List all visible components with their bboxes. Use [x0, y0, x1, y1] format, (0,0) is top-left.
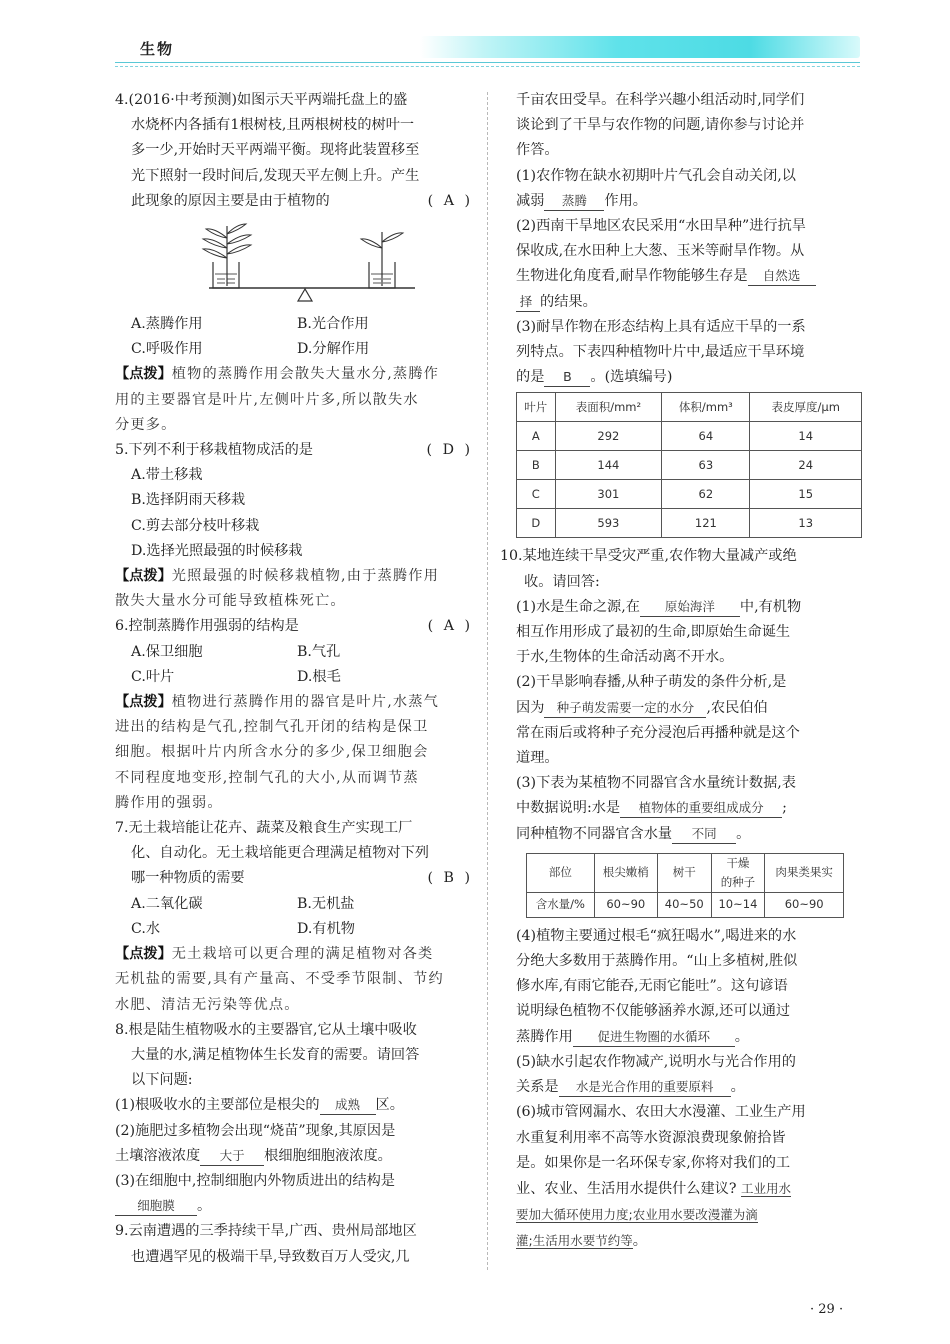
- hint-label: 【点拨】: [115, 694, 172, 711]
- hint-text: 光照最强的时候移栽植物,由于蒸腾作用: [171, 568, 440, 585]
- question-5: [115, 438, 473, 614]
- q9-answer-2a: 自然选: [748, 267, 816, 286]
- q8-answer-3: 细胞膜: [115, 1197, 197, 1216]
- q8-text: (1)根吸收水的主要部位是根尖的: [115, 1097, 320, 1114]
- q4-line: [115, 189, 473, 214]
- table-cell: 301: [555, 480, 662, 509]
- subject-title: 生物: [140, 40, 175, 58]
- question-9-start: [115, 1219, 473, 1269]
- q10-sub5: [500, 1075, 860, 1100]
- table-header: 表面积/mm²: [555, 393, 662, 422]
- table-cell: 40~50: [657, 892, 711, 917]
- table-row: [517, 451, 862, 480]
- q9-line: 作答。: [516, 142, 559, 159]
- q7-hint: 水肥、清洁无污染等优点。: [115, 996, 300, 1013]
- table-cell: 含水量/%: [527, 892, 595, 917]
- q6-stem: [115, 614, 473, 639]
- table-header-row: [517, 393, 862, 422]
- hint-text: 植物的蒸腾作用会散失大量水分,蒸腾作: [171, 366, 440, 383]
- water-content-table: [526, 853, 844, 918]
- q4-line: 光下照射一段时间后,发现天平左侧上升。产生: [131, 167, 420, 184]
- q9-sub3: 列特点。下表四种植物叶片中,最适应干旱环境: [516, 344, 805, 361]
- q9-text: 的结果。: [540, 293, 597, 310]
- q10-sub6: [500, 1176, 860, 1202]
- table-cell: 60~90: [594, 892, 657, 917]
- q10-answer-6c: 灌;生活用水要节约等: [516, 1233, 633, 1249]
- q4-number: 4.: [115, 92, 129, 108]
- q10-text: 。: [736, 825, 751, 842]
- q6-text: 6.控制蒸腾作用强弱的结构是: [115, 618, 299, 635]
- table-row: [517, 422, 862, 451]
- table-header: 树干: [657, 853, 711, 892]
- q10-sub3: [500, 822, 860, 847]
- q10-text: (1)水是生命之源,在: [516, 598, 640, 615]
- q4-option-c: C.呼吸作用: [131, 341, 203, 358]
- q8-sub3: [115, 1194, 473, 1219]
- hint-label: 【点拨】: [115, 946, 172, 963]
- q5-answer: ( D ): [426, 442, 473, 459]
- q9-line: 谈论到了干旱与农作物的问题,请你参与讨论并: [516, 117, 805, 134]
- right-column: [500, 88, 860, 1255]
- header-band: [420, 36, 860, 58]
- q10-text: ;: [782, 800, 787, 817]
- q6-option-c: C.叶片: [131, 668, 175, 685]
- table-header-part: 干燥: [726, 855, 750, 870]
- q8-line: 大量的水,满足植物体生长发育的需要。请回答: [131, 1046, 420, 1063]
- table-header-part: 的种子: [720, 874, 756, 889]
- column-divider: [487, 92, 488, 1270]
- q6-option-d: D.根毛: [297, 668, 341, 685]
- table-cell: 121: [662, 509, 750, 538]
- q7-line: [115, 866, 473, 891]
- table-header: 肉果类果实: [765, 853, 844, 892]
- q4-text: 此现象的原因主要是由于植物的: [131, 192, 330, 209]
- q4-answer: ( A ): [427, 192, 473, 209]
- q6-hint: 腾作用的强弱。: [115, 794, 223, 811]
- q7-hint: 无机盐的需要,具有产量高、不受季节限制、节约: [115, 971, 444, 988]
- table-cell: D: [517, 509, 556, 538]
- balance-figure: [115, 218, 473, 304]
- q8-text: 根细胞细胞液浓度。: [264, 1147, 392, 1164]
- q10-sub2: 常在雨后或将种子充分浸泡后再播种就是这个: [516, 724, 800, 741]
- q4-option-b: B.光合作用: [297, 316, 369, 333]
- q10-sub1: 于水,生物体的生命活动离不开水。: [516, 649, 734, 666]
- q4-line: 水烧杯内各插有1根树枝,且两根树枝的树叶一: [131, 117, 415, 134]
- table-row: [517, 480, 862, 509]
- q5-option-d: D.选择光照最强的时候移栽: [131, 542, 303, 559]
- balance-diagram: [115, 218, 473, 304]
- q10-sub4: [500, 1025, 860, 1050]
- table-cell: 15: [750, 480, 862, 509]
- table-cell: 593: [555, 509, 662, 538]
- table-cell: 14: [750, 422, 862, 451]
- q10-answer-2: 种子萌发需要一定的水分: [544, 699, 706, 718]
- table-row: [517, 509, 862, 538]
- table-cell: 62: [662, 480, 750, 509]
- header-rule-dashed: [115, 66, 860, 67]
- table-row: [527, 892, 844, 917]
- q8-sub2: (2)施肥过多植物会出现“烧苗”现象,其原因是: [115, 1122, 396, 1139]
- q6-answer: ( A ): [427, 618, 473, 635]
- q6-option-a: A.保卫细胞: [131, 643, 203, 660]
- q10-sub2: 道理。: [516, 750, 559, 767]
- q8-text: 区。: [375, 1097, 404, 1114]
- q4-line: [115, 88, 473, 113]
- q9-text: 的是: [516, 369, 545, 386]
- leaf-table: [516, 392, 862, 538]
- q7-option-a: A.二氧化碳: [131, 895, 203, 912]
- q9-line: 也遭遇罕见的极端干旱,导致数百万人受灾,几: [131, 1248, 410, 1265]
- q6-option-b: B.气孔: [297, 643, 341, 660]
- q8-sub3: (3)在细胞中,控制细胞内外物质进出的结构是: [115, 1172, 395, 1189]
- q4-options-row: [115, 337, 473, 362]
- q7-option-b: B.无机盐: [297, 895, 355, 912]
- table-header: 根尖嫩梢: [594, 853, 657, 892]
- q6-hint: [115, 690, 473, 715]
- table-cell: 292: [555, 422, 662, 451]
- q10-sub6: 是。如果你是一名环保专家,你将对我们的工: [516, 1154, 791, 1171]
- q10-text: 中数据说明:水是: [516, 800, 621, 817]
- header-rule: [115, 62, 860, 63]
- table-header: 部位: [527, 853, 595, 892]
- q10-text: 因为: [516, 699, 545, 716]
- question-10: [500, 544, 860, 1254]
- q9-answer-3: B: [544, 368, 590, 387]
- q9-sub3: (3)耐旱作物在形态结构上具有适应干旱的一系: [516, 318, 806, 335]
- q7-options-row: [115, 917, 473, 942]
- q7-options-row: [115, 892, 473, 917]
- hint-text: 无土栽培可以更合理的满足植物对各类: [171, 946, 434, 963]
- q4-line: 多一少,开始时天平两端平衡。现将此装置移至: [131, 142, 420, 159]
- q4-hint: 分更多。: [115, 416, 177, 433]
- q4-hint: [115, 362, 473, 387]
- table-header: [711, 853, 765, 892]
- table-cell: B: [517, 451, 556, 480]
- q10-text: ,农民伯伯: [706, 699, 768, 716]
- q9-sub1: (1)农作物在缺水初期叶片气孔会自动关闭,以: [516, 167, 796, 184]
- q10-answer-3a: 植物体的重要组成成分: [620, 799, 782, 818]
- q10-answer-6a: 工业用水: [740, 1180, 791, 1196]
- q8-line: 8.根是陆生植物吸水的主要器官,它从土壤中吸收: [115, 1021, 417, 1038]
- q10-text: 业、农业、生活用水提供什么建议?: [516, 1180, 737, 1197]
- q10-text: 中,有机物: [739, 598, 802, 615]
- q10-sub1: [500, 595, 860, 620]
- q10-text: 关系是: [516, 1079, 559, 1096]
- q4-option-a: A.蒸腾作用: [131, 316, 203, 333]
- q7-hint: [115, 942, 473, 967]
- q7-option-c: C.水: [131, 920, 161, 937]
- q6-hint: 细胞。根据叶片内所含水分的多少,保卫细胞会: [115, 744, 429, 761]
- q8-text: 土壤溶液浓度: [115, 1147, 201, 1164]
- q6-hint: 不同程度地变形,控制气孔的大小,从而调节蒸: [115, 769, 419, 786]
- q8-answer-2: 大于: [200, 1147, 264, 1166]
- q10-sub1: 相互作用形成了最初的生命,即原始生命诞生: [516, 624, 791, 641]
- q8-answer-1: 成熟: [320, 1096, 376, 1115]
- q4-option-d: D.分解作用: [297, 341, 370, 358]
- hint-text: 植物进行蒸腾作用的器官是叶片,水蒸气: [171, 694, 440, 711]
- q10-answer-5: 水是光合作用的重要原料: [559, 1078, 731, 1097]
- question-8: [115, 1018, 473, 1220]
- table-header: 叶片: [517, 393, 556, 422]
- q8-sub2: [115, 1144, 473, 1169]
- question-7: [115, 816, 473, 1018]
- q10-sub4: 分绝大多数用于蒸腾作用。“山上多植树,胜似: [516, 953, 798, 970]
- q9-text: 作用。: [604, 192, 647, 209]
- hint-label: 【点拨】: [115, 366, 172, 383]
- q9-line: 9.云南遭遇的三季持续干旱,广西、贵州局部地区: [115, 1223, 417, 1240]
- q10-line: 收。请回答:: [524, 573, 600, 590]
- q9-sub3: [500, 365, 860, 390]
- table-cell: 144: [555, 451, 662, 480]
- q6-options-row: [115, 640, 473, 665]
- table-header: 表皮厚度/μm: [750, 393, 862, 422]
- q10-sub6: [500, 1228, 860, 1254]
- q10-sub6: (6)城市管网漏水、农田大水漫灌、工业生产用: [516, 1104, 806, 1121]
- table-cell: C: [517, 480, 556, 509]
- q10-text: 蒸腾作用: [516, 1028, 573, 1045]
- q7-line: 化、自动化。无土栽培能更合理满足植物对下列: [131, 845, 429, 862]
- q8-line: 以下问题:: [131, 1072, 193, 1089]
- q5-option-b: B.选择阴雨天移栽: [131, 492, 246, 509]
- q6-hint: 进出的结构是气孔,控制气孔开闭的结构是保卫: [115, 719, 429, 736]
- q10-sub4: 说明绿色植物不仅能够涵养水源,还可以通过: [516, 1003, 791, 1020]
- q9-text: 。(选填编号): [590, 369, 673, 386]
- question-6: [115, 614, 473, 816]
- table-header: 体积/mm³: [662, 393, 750, 422]
- q10-answer-4: 促进生物圈的水循环: [573, 1028, 735, 1047]
- q10-sub2: [500, 696, 860, 721]
- q10-line: 10.某地连续干旱受灾严重,农作物大量减产或绝: [500, 548, 797, 565]
- q5-option-a: A.带土移栽: [131, 467, 203, 484]
- table-cell: 13: [750, 509, 862, 538]
- q7-line: 7.无土栽培能让花卉、蔬菜及粮食生产实现工厂: [115, 820, 413, 837]
- q9-text: 减弱: [516, 192, 545, 209]
- question-9-cont: [500, 88, 860, 538]
- q10-sub6: [500, 1202, 860, 1228]
- q8-sub1: [115, 1093, 473, 1118]
- q9-answer-2b: 择: [516, 293, 540, 312]
- q4-options-row: [115, 312, 473, 337]
- page-number: · 29 ·: [810, 1302, 844, 1317]
- table-cell: 63: [662, 451, 750, 480]
- q9-sub2: [500, 290, 860, 315]
- q5-stem: [115, 438, 473, 463]
- table-header-row: [527, 853, 844, 892]
- q10-sub3: [500, 796, 860, 821]
- q5-hint: [115, 564, 473, 589]
- q6-options-row: [115, 665, 473, 690]
- q7-text: 哪一种物质的需要: [131, 870, 245, 887]
- hint-label: 【点拨】: [115, 568, 172, 585]
- q10-sub4: (4)植物主要通过根毛“疯狂喝水”,喝进来的水: [516, 927, 797, 944]
- q9-text: 生物进化角度看,耐旱作物能够生存是: [516, 268, 748, 285]
- q10-sub2: (2)干旱影响春播,从种子萌发的条件分析,是: [516, 674, 787, 691]
- q7-answer: ( B ): [427, 870, 473, 887]
- q5-hint: 散失大量水分可能导致植株死亡。: [115, 593, 346, 610]
- q10-text: 同种植物不同器官含水量: [516, 825, 673, 842]
- q10-text: 。: [632, 1233, 647, 1250]
- left-column: [115, 88, 473, 1270]
- q9-sub2: 保收成,在水田种上大葱、玉米等耐旱作物。从: [516, 243, 805, 260]
- q9-sub1: [500, 189, 860, 214]
- q10-sub3: (3)下表为某植物不同器官含水量统计数据,表: [516, 775, 796, 792]
- q5-text: 5.下列不利于移栽植物成活的是: [115, 442, 313, 459]
- q8-text: 。: [197, 1198, 212, 1215]
- q10-sub6: 水重复利用率不高等水资源浪费现象俯拾皆: [516, 1129, 786, 1146]
- q10-text: 。: [734, 1028, 749, 1045]
- table-cell: 60~90: [765, 892, 844, 917]
- q10-sub5: (5)缺水引起农作物减产,说明水与光合作用的: [516, 1053, 796, 1070]
- q4-hint: 用的主要器官是叶片,左侧叶片多,所以散失水: [115, 391, 419, 408]
- q10-answer-1: 原始海洋: [640, 598, 740, 617]
- q9-sub2: (2)西南干旱地区农民采用“水田旱种”进行抗旱: [516, 218, 806, 235]
- table-cell: 24: [750, 451, 862, 480]
- table-cell: 10~14: [711, 892, 765, 917]
- q10-sub4: 修水库,有雨它能吞,无雨它能吐”。这句谚语: [516, 978, 788, 995]
- q9-sub2: [500, 264, 860, 289]
- q9-line: 千亩农田受旱。在科学兴趣小组活动时,同学们: [516, 92, 805, 108]
- q10-answer-3b: 不同: [672, 825, 736, 844]
- q10-text: 。: [730, 1079, 745, 1096]
- question-4: [115, 88, 473, 438]
- q10-answer-6b: 要加大循环使用力度;农业用水要改漫灌为滴: [516, 1207, 758, 1223]
- table-cell: A: [517, 422, 556, 451]
- table-cell: 64: [662, 422, 750, 451]
- q5-option-c: C.剪去部分枝叶移栽: [131, 517, 260, 534]
- q9-answer-1: 蒸腾: [544, 192, 604, 211]
- q4-text: (2016·中考预测)如图示天平两端托盘上的盛: [128, 92, 408, 108]
- q7-option-d: D.有机物: [297, 920, 355, 937]
